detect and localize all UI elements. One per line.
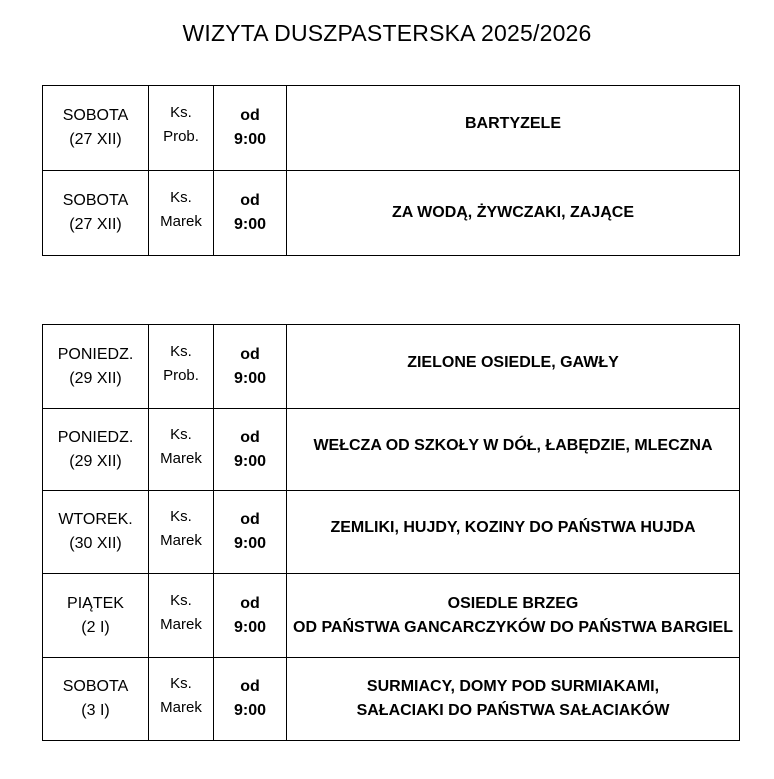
date-label: (27 XII) xyxy=(69,216,122,233)
priest-title: Ks. xyxy=(170,425,192,443)
table-row xyxy=(43,171,740,256)
schedule-table-2 xyxy=(42,324,740,741)
date-label: (2 I) xyxy=(81,618,110,636)
area-line-1: ZIELONE OSIEDLE, GAWŁY xyxy=(407,353,619,371)
priest-cell xyxy=(149,658,214,741)
time-cell xyxy=(214,86,287,171)
day-cell xyxy=(43,409,149,491)
priest-cell xyxy=(149,86,214,171)
priest-name: Prob. xyxy=(163,366,199,384)
area-cell xyxy=(287,658,740,741)
area-line-1: BARTYZELE xyxy=(465,115,561,132)
day-cell xyxy=(43,658,149,741)
priest-name: Marek xyxy=(160,213,202,230)
date-label: (3 I) xyxy=(81,702,110,719)
area-cell xyxy=(287,325,740,409)
priest-name: Marek xyxy=(160,699,202,716)
day-label: PIĄTEK xyxy=(67,594,124,612)
priest-name: Marek xyxy=(160,449,202,467)
priest-cell xyxy=(149,409,214,491)
day-cell xyxy=(43,325,149,409)
time-value: 9:00 xyxy=(233,618,267,636)
priest-title: Ks. xyxy=(170,675,192,692)
table-row xyxy=(43,86,740,171)
area-line-1: WEŁCZA OD SZKOŁY W DÓŁ, ŁABĘDZIE, MLECZNA xyxy=(313,436,713,454)
time-cell xyxy=(214,171,287,256)
area-line-1: ZEMLIKI, HUJDY, KOZINY DO PAŃSTWA HUJDA xyxy=(330,519,696,536)
priest-title: Ks. xyxy=(170,104,192,121)
area-line-1: OSIEDLE BRZEG xyxy=(447,594,579,612)
date-label: (27 XII) xyxy=(69,131,122,148)
date-label: (29 XII) xyxy=(69,452,122,470)
time-prefix: od xyxy=(240,107,260,124)
day-label: SOBOTA xyxy=(62,678,129,695)
area-line-2: SAŁACIAKI DO PAŃSTWA SAŁACIAKÓW xyxy=(356,702,670,719)
day-label: WTOREK. xyxy=(58,511,133,528)
area-line-1: SURMIACY, DOMY POD SURMIAKAMI, xyxy=(366,678,660,695)
time-value: 9:00 xyxy=(233,702,267,719)
area-line-2: OD PAŃSTWA GANCARCZYKÓW DO PAŃSTWA BARGIEL xyxy=(293,618,733,636)
priest-cell xyxy=(149,574,214,658)
time-prefix: od xyxy=(240,594,260,612)
day-cell xyxy=(43,574,149,658)
date-label: (29 XII) xyxy=(69,369,122,387)
priest-cell xyxy=(149,491,214,574)
table-row xyxy=(43,574,740,658)
priest-title: Ks. xyxy=(170,508,192,525)
priest-name: Marek xyxy=(160,532,202,549)
area-line-1: ZA WODĄ, ŻYWCZAKI, ZAJĄCE xyxy=(391,204,635,221)
priest-name: Prob. xyxy=(163,128,199,145)
time-cell xyxy=(214,325,287,409)
day-cell xyxy=(43,171,149,256)
time-prefix: od xyxy=(240,428,260,446)
time-value: 9:00 xyxy=(233,131,267,148)
time-cell xyxy=(214,409,287,491)
table-row xyxy=(43,409,740,491)
area-cell xyxy=(287,491,740,574)
table-row xyxy=(43,325,740,409)
day-cell xyxy=(43,491,149,574)
day-label: PONIEDZ. xyxy=(57,345,134,363)
time-value: 9:00 xyxy=(233,535,267,552)
priest-title: Ks. xyxy=(170,591,192,609)
time-value: 9:00 xyxy=(233,216,267,233)
table-row xyxy=(43,491,740,574)
area-cell xyxy=(287,574,740,658)
time-value: 9:00 xyxy=(233,369,267,387)
time-prefix: od xyxy=(240,678,260,695)
date-label: (30 XII) xyxy=(69,535,122,552)
priest-title: Ks. xyxy=(170,342,192,360)
priest-name: Marek xyxy=(160,615,202,633)
page-title: WIZYTA DUSZPASTERSKA 2025/2026 xyxy=(182,20,592,46)
day-label: PONIEDZ. xyxy=(57,428,134,446)
area-cell xyxy=(287,171,740,256)
day-label: SOBOTA xyxy=(62,192,129,209)
time-cell xyxy=(214,491,287,574)
time-prefix: od xyxy=(240,345,260,363)
area-cell xyxy=(287,409,740,491)
area-cell xyxy=(287,86,740,171)
time-cell xyxy=(214,574,287,658)
time-prefix: od xyxy=(240,192,260,209)
priest-title: Ks. xyxy=(170,189,192,206)
day-cell xyxy=(43,86,149,171)
day-label: SOBOTA xyxy=(62,107,129,124)
priest-cell xyxy=(149,171,214,256)
time-prefix: od xyxy=(240,511,260,528)
time-value: 9:00 xyxy=(233,452,267,470)
schedule-table-1 xyxy=(42,85,740,256)
priest-cell xyxy=(149,325,214,409)
time-cell xyxy=(214,658,287,741)
table-row xyxy=(43,658,740,741)
